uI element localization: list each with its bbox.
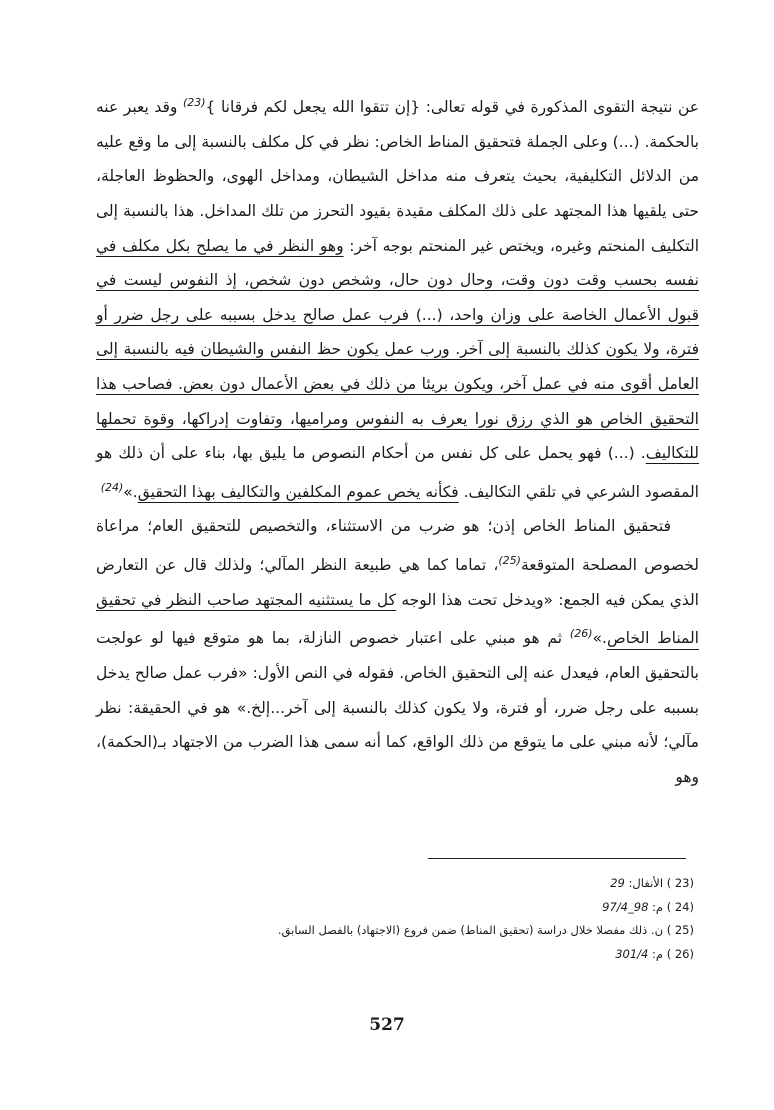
- footnote-ref-23: (23): [182, 96, 206, 109]
- footnote-text: م:: [648, 946, 667, 961]
- footnote-ref-24: (24): [100, 480, 124, 494]
- paragraph-2-text-b: ، تماما كما هي طبيعة النظر المآلي؛ ولذلك قال عن التعارض الذي يمكن فيه الجمع: «ويدخل تحت هذا الوجه: [96, 556, 699, 609]
- footnote-number: (24 ): [666, 899, 694, 914]
- paragraph-1-underlined-quote: وهو النظر في ما يصلح بكل مكلف في نفسه بحسب وقت دون وقت، وحال دون حال، وشخص دون شخص، إذ النفوس ليست في قبول الأعمال الخاصة على وزان واحد، (...) فرب عمل صالح يدخل بسببه على رجل ضرر أو فترة، ولا يكون كذلك بالنسبة إلى آخر. ورب عمل يكون حظ النفس والشيطان فيه بالنسبة إلى العامل أقوى منه في عمل آخر، ويكون بريئا من ذلك في بعض الأعمال دون بعض. فصاحب هذا التحقيق الخاص هو الذي رزق نورا يعرف به النفوس ومراميها، وتفاوت إدراكها، وقوة تحملها للتكاليف: [96, 236, 699, 463]
- footnote-reference: 301/4: [615, 946, 649, 961]
- paragraph-2-text-a: فتحقيق المناط الخاص إذن؛ هو ضرب من الاستثناء، والتخصيص للتحقيق العام؛ مراعاة لخصوص المصلحة المتوقعة: [96, 517, 699, 575]
- footnote-text: الأنفال:: [624, 876, 667, 890]
- paragraph-1-underlined-conclusion: فكأنه يخص عموم المكلفين والتكاليف بهذا التحقيق: [137, 482, 459, 501]
- footnote-reference: 98_97/4: [602, 899, 649, 914]
- footnote-text: م:: [648, 899, 667, 914]
- footnote-25: [120, 919, 694, 943]
- paragraph-1-text-a: عن نتيجة التقوى المذكورة في قوله تعالى: {إن تتقوا الله يجعل لكم فرقانا }: [205, 98, 699, 117]
- body-text: [96, 86, 699, 795]
- paragraph-2: [96, 509, 699, 794]
- page-number: 527: [369, 1015, 405, 1035]
- footnote-23: [120, 872, 694, 896]
- footnotes: [120, 872, 694, 966]
- footnote-number: (26 ): [666, 946, 694, 961]
- footnote-separator: [428, 858, 686, 859]
- paragraph-1: [96, 86, 699, 509]
- footnote-ref-25: (25): [498, 554, 521, 568]
- paragraph-1-text-c: . (...) فهو يحمل على كل نفس من أحكام النصوص ما يليق بها، بناء على أن ذلك هو المقصود الشرعي في تلقي التكاليف.: [96, 444, 699, 501]
- footnote-reference: 29: [610, 876, 625, 890]
- footnote-ref-26: (26): [569, 627, 593, 641]
- footnote-26: [120, 943, 694, 967]
- footnote-number: (25 ): [666, 923, 694, 937]
- footnote-number: (23 ): [666, 876, 694, 890]
- paragraph-2-text-d: ثم هو مبني على اعتبار خصوص النازلة، بما هو متوقع فيها لو عولجت بالتحقيق العام، فيعدل عنه إلى التحقيق الخاص. فقوله في النص الأول: «فرب عمل صالح يدخل بسببه على رجل ضرر، أو فترة، ولا يكون كذلك بالنسبة إلى آخر...إلخ.» هو في الحقيقة: نظر مآلي؛ لأنه مبني على ما يتوقع من ذلك الواقع، كما أنه سمى هذا الضرب من الاجتهاد بـ(الحكمة)، وهو: [96, 629, 699, 786]
- footnote-text: ن. ذلك مفصلا خلال دراسة (تحقيق المناط) ضمن فروع (الاجتهاد) بالفصل السابق.: [277, 923, 667, 937]
- paragraph-2-underlined-quote: كل ما يستثنيه المجتهد صاحب النظر في تحقيق المناط الخاص: [96, 590, 699, 648]
- paragraph-1-text-b: وقد يعبر عنه بالحكمة. (...) وعلى الجملة فتحقيق المناط الخاص: نظر في كل مكلف بالنسبة إلى ما وقع عليه من الدلائل التكليفية، بحيث يتعرف منه مداخل الشيطان، ومداخل الهوى، والحظوظ العاجلة، حتى يلقيها هذا المجتهد على ذلك المكلف مقيدة بقيود التحرز من تلك المداخل. هذا بالنسبة إلى التكليف المنحتم وغيره، ويختص غير المنحتم بوجه آخر:: [96, 98, 699, 255]
- paragraph-1-text-d: .»: [123, 482, 138, 501]
- footnote-24: [120, 896, 694, 920]
- paragraph-2-text-c: .»: [592, 629, 607, 648]
